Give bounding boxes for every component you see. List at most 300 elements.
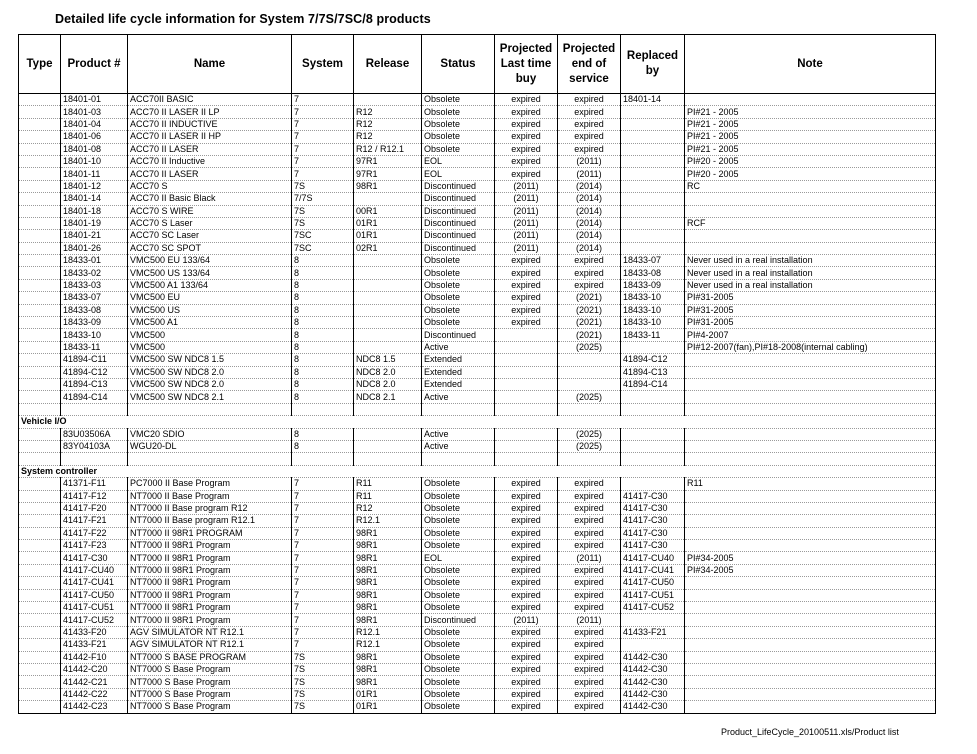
product-number-cell: 18401-11 [61,168,128,180]
type-cell [19,663,61,675]
type-cell [19,602,61,614]
release-cell: NDC8 1.5 [354,354,422,366]
type-cell [19,304,61,316]
end-of-service-cell: (2014) [558,205,621,217]
system-cell: 7 [292,527,354,539]
last-time-buy-cell: (2011) [495,193,558,205]
end-of-service-cell: expired [558,651,621,663]
table-row [19,651,936,663]
type-cell [19,242,61,254]
replaced-by-cell [621,453,685,465]
table-row [19,502,936,514]
table-row [19,354,936,366]
section-label: System controller [19,465,128,477]
system-cell: 7SC [292,230,354,242]
note-cell: PI#31-2005 [685,304,936,316]
status-cell: Obsolete [422,267,495,279]
product-number-cell: 18433-10 [61,329,128,341]
table-row [19,626,936,638]
type-cell [19,366,61,378]
note-cell: PI#34-2005 [685,552,936,564]
name-cell: ACC70 SC SPOT [128,242,292,254]
system-cell: 7 [292,602,354,614]
system-cell: 8 [292,391,354,403]
table-row [19,378,936,390]
end-of-service-cell [558,366,621,378]
note-cell: RCF [685,217,936,229]
end-of-service-cell: expired [558,515,621,527]
name-cell: ACC70 II LASER II HP [128,131,292,143]
release-cell: NDC8 2.1 [354,391,422,403]
name-cell: VMC500 [128,329,292,341]
footer-filename: Product_LifeCycle_20100511.xls/Product list [721,727,899,737]
end-of-service-cell: (2014) [558,193,621,205]
product-number-cell: 41417-F23 [61,540,128,552]
replaced-by-cell: 41442-C30 [621,651,685,663]
end-of-service-cell: (2011) [558,155,621,167]
system-cell: 7 [292,143,354,155]
system-cell: 8 [292,304,354,316]
table-row [19,391,936,403]
table-row [19,155,936,167]
status-cell: Obsolete [422,602,495,614]
name-cell: NT7000 II 98R1 Program [128,552,292,564]
status-cell: Extended [422,354,495,366]
product-number-cell: 41442-C22 [61,688,128,700]
release-cell: 01R1 [354,688,422,700]
last-time-buy-cell: expired [495,106,558,118]
replaced-by-cell [621,118,685,130]
status-cell [422,453,495,465]
status-cell: Discontinued [422,205,495,217]
type-cell [19,639,61,651]
end-of-service-cell: expired [558,118,621,130]
last-time-buy-cell: expired [495,131,558,143]
last-time-buy-cell [495,378,558,390]
last-time-buy-cell: expired [495,552,558,564]
note-cell [685,193,936,205]
replaced-by-cell: 41442-C30 [621,688,685,700]
type-cell [19,614,61,626]
release-cell: 98R1 [354,180,422,192]
end-of-service-cell: expired [558,478,621,490]
note-cell: PI#31-2005 [685,317,936,329]
type-cell [19,701,61,713]
product-number-cell: 41417-CU51 [61,602,128,614]
last-time-buy-cell: expired [495,577,558,589]
end-of-service-cell: (2011) [558,168,621,180]
status-cell: Obsolete [422,279,495,291]
status-cell: Obsolete [422,663,495,675]
note-cell [685,94,936,106]
last-time-buy-cell: expired [495,527,558,539]
name-cell: NT7000 II 98R1 Program [128,614,292,626]
last-time-buy-cell [495,354,558,366]
replaced-by-cell: 41442-C30 [621,701,685,713]
table-row [19,267,936,279]
table-row [19,279,936,291]
note-cell [685,515,936,527]
replaced-by-cell: 18433-08 [621,267,685,279]
table-row [19,552,936,564]
product-number-cell: 41894-C12 [61,366,128,378]
replaced-by-cell [621,168,685,180]
release-cell: R12 / R12.1 [354,143,422,155]
table-row [19,527,936,539]
last-time-buy-cell [495,453,558,465]
type-cell [19,676,61,688]
end-of-service-cell: expired [558,663,621,675]
type-cell [19,378,61,390]
replaced-by-cell [621,614,685,626]
type-cell [19,193,61,205]
replaced-by-cell [621,478,685,490]
note-cell: PI#21 - 2005 [685,118,936,130]
table-row [19,577,936,589]
status-cell: Obsolete [422,292,495,304]
note-cell [685,354,936,366]
end-of-service-cell: (2021) [558,292,621,304]
release-cell: 97R1 [354,168,422,180]
replaced-by-cell [621,242,685,254]
name-cell: NT7000 II Base program R12 [128,502,292,514]
last-time-buy-cell: expired [495,143,558,155]
replaced-by-cell: 41417-C30 [621,502,685,514]
system-cell: 8 [292,440,354,452]
table-row [19,639,936,651]
product-number-cell: 18401-08 [61,143,128,155]
table-row [19,453,936,465]
type-cell [19,180,61,192]
system-cell: 7S [292,663,354,675]
name-cell: VMC500 US [128,304,292,316]
lifecycle-table-wrapper [18,34,936,714]
last-time-buy-cell: expired [495,589,558,601]
replaced-by-cell: 41417-CU40 [621,552,685,564]
name-cell: VMC500 A1 [128,317,292,329]
replaced-by-cell: 18433-10 [621,304,685,316]
name-cell: ACC70 II INDUCTIVE [128,118,292,130]
replaced-by-cell: 41417-CU50 [621,577,685,589]
table-row [19,217,936,229]
release-cell: R12.1 [354,639,422,651]
release-cell: 98R1 [354,663,422,675]
system-cell: 7 [292,502,354,514]
table-row [19,193,936,205]
last-time-buy-cell [495,366,558,378]
status-cell: Extended [422,366,495,378]
product-number-cell [61,453,128,465]
note-cell [685,701,936,713]
table-row [19,515,936,527]
table-row [19,701,936,713]
end-of-service-cell: expired [558,540,621,552]
note-cell: PI#31-2005 [685,292,936,304]
note-cell: PI#34-2005 [685,564,936,576]
product-number-cell: 41371-F11 [61,478,128,490]
type-cell [19,651,61,663]
release-cell: 98R1 [354,577,422,589]
replaced-by-cell: 41894-C13 [621,366,685,378]
product-number-cell: 18401-18 [61,205,128,217]
name-cell: NT7000 II 98R1 Program [128,564,292,576]
name-cell: VMC500 SW NDC8 2.1 [128,391,292,403]
type-cell [19,490,61,502]
note-cell [685,651,936,663]
note-cell: PI#21 - 2005 [685,131,936,143]
note-cell [685,366,936,378]
name-cell: NT7000 II Base program R12.1 [128,515,292,527]
system-cell: 7 [292,94,354,106]
section-fill [128,416,936,428]
last-time-buy-cell: (2011) [495,217,558,229]
system-cell: 7 [292,614,354,626]
type-cell [19,478,61,490]
status-cell: Active [422,391,495,403]
release-cell: R12 [354,118,422,130]
note-cell [685,602,936,614]
last-time-buy-cell: expired [495,267,558,279]
replaced-by-cell: 41417-C30 [621,515,685,527]
replaced-by-cell [621,106,685,118]
header-type: Type [19,35,61,94]
end-of-service-cell: (2011) [558,614,621,626]
release-cell: 01R1 [354,217,422,229]
system-cell: 8 [292,267,354,279]
status-cell: Discontinued [422,180,495,192]
system-cell: 8 [292,279,354,291]
status-cell: Active [422,440,495,452]
status-cell: Obsolete [422,651,495,663]
name-cell: NT7000 S Base Program [128,688,292,700]
product-number-cell: 41417-CU50 [61,589,128,601]
type-cell [19,688,61,700]
system-cell [292,453,354,465]
name-cell: NT7000 S BASE PROGRAM [128,651,292,663]
product-number-cell: 83U03506A [61,428,128,440]
status-cell: Discontinued [422,614,495,626]
release-cell: NDC8 2.0 [354,366,422,378]
status-cell: Obsolete [422,515,495,527]
name-cell: ACC70 II LASER [128,168,292,180]
last-time-buy-cell: expired [495,540,558,552]
table-row [19,403,936,415]
type-cell [19,564,61,576]
end-of-service-cell: (2014) [558,242,621,254]
product-number-cell: 18401-26 [61,242,128,254]
last-time-buy-cell: expired [495,168,558,180]
end-of-service-cell: (2025) [558,391,621,403]
product-number-cell: 41417-F12 [61,490,128,502]
product-number-cell: 41417-C30 [61,552,128,564]
name-cell: PC7000 II Base Program [128,478,292,490]
product-number-cell [61,403,128,415]
product-number-cell: 41417-CU41 [61,577,128,589]
type-cell [19,403,61,415]
release-cell: 98R1 [354,589,422,601]
status-cell: Obsolete [422,118,495,130]
product-number-cell: 41894-C14 [61,391,128,403]
system-cell: 7 [292,155,354,167]
note-cell [685,527,936,539]
product-number-cell: 41433-F20 [61,626,128,638]
name-cell: NT7000 S Base Program [128,701,292,713]
system-cell: 8 [292,341,354,353]
end-of-service-cell: (2014) [558,180,621,192]
replaced-by-cell [621,391,685,403]
last-time-buy-cell: expired [495,118,558,130]
replaced-by-cell: 18433-09 [621,279,685,291]
type-cell [19,168,61,180]
header-end-of-service: Projected end of service [558,35,621,94]
name-cell: AGV SIMULATOR NT R12.1 [128,626,292,638]
replaced-by-cell [621,230,685,242]
type-cell [19,230,61,242]
type-cell [19,143,61,155]
table-row [19,292,936,304]
replaced-by-cell [621,428,685,440]
release-cell: 01R1 [354,230,422,242]
name-cell: ACC70 II Basic Black [128,193,292,205]
end-of-service-cell: expired [558,267,621,279]
status-cell: Obsolete [422,626,495,638]
header-note: Note [685,35,936,94]
release-cell [354,453,422,465]
release-cell [354,329,422,341]
header-name: Name [128,35,292,94]
release-cell: 00R1 [354,205,422,217]
replaced-by-cell [621,217,685,229]
product-number-cell: 18401-06 [61,131,128,143]
system-cell: 8 [292,378,354,390]
last-time-buy-cell [495,329,558,341]
system-cell: 8 [292,329,354,341]
release-cell: R12 [354,106,422,118]
table-row [19,242,936,254]
system-cell: 7 [292,564,354,576]
name-cell: NT7000 II Base Program [128,490,292,502]
table-row [19,94,936,106]
type-cell [19,317,61,329]
product-number-cell: 41433-F21 [61,639,128,651]
last-time-buy-cell: expired [495,304,558,316]
name-cell: ACC70 SC Laser [128,230,292,242]
table-row [19,540,936,552]
system-cell: 7 [292,639,354,651]
status-cell: Obsolete [422,131,495,143]
release-cell: 98R1 [354,676,422,688]
release-cell: 98R1 [354,552,422,564]
replaced-by-cell: 41442-C30 [621,676,685,688]
release-cell: R12 [354,131,422,143]
status-cell: Obsolete [422,94,495,106]
release-cell: R12 [354,502,422,514]
product-number-cell: 18401-03 [61,106,128,118]
system-cell: 7 [292,106,354,118]
note-cell [685,490,936,502]
note-cell: PI#20 - 2005 [685,155,936,167]
table-row [19,564,936,576]
name-cell: WGU20-DL [128,440,292,452]
release-cell: R11 [354,490,422,502]
system-cell: 7 [292,540,354,552]
name-cell: VMC500 SW NDC8 2.0 [128,378,292,390]
note-cell [685,577,936,589]
last-time-buy-cell: expired [495,292,558,304]
system-cell: 7S [292,676,354,688]
replaced-by-cell [621,205,685,217]
table-header-row [19,35,936,94]
system-cell: 7 [292,626,354,638]
type-cell [19,267,61,279]
note-cell: Never used in a real installation [685,255,936,267]
end-of-service-cell: (2021) [558,317,621,329]
end-of-service-cell: expired [558,589,621,601]
replaced-by-cell: 41417-CU41 [621,564,685,576]
last-time-buy-cell: expired [495,155,558,167]
table-row [19,143,936,155]
release-cell [354,304,422,316]
section-row [19,465,936,477]
status-cell: Discontinued [422,242,495,254]
product-number-cell: 18433-11 [61,341,128,353]
table-row [19,329,936,341]
status-cell: Obsolete [422,527,495,539]
last-time-buy-cell: expired [495,478,558,490]
replaced-by-cell: 41417-C30 [621,527,685,539]
status-cell: Obsolete [422,676,495,688]
last-time-buy-cell: expired [495,279,558,291]
release-cell [354,267,422,279]
status-cell: EOL [422,168,495,180]
name-cell: NT7000 II 98R1 Program [128,589,292,601]
status-cell: Obsolete [422,688,495,700]
table-row [19,317,936,329]
release-cell [354,279,422,291]
release-cell [354,403,422,415]
last-time-buy-cell: expired [495,676,558,688]
release-cell: 98R1 [354,602,422,614]
system-cell: 8 [292,354,354,366]
note-cell: PI#12-2007(fan),PI#18-2008(internal cabling) [685,341,936,353]
last-time-buy-cell: expired [495,317,558,329]
replaced-by-cell [621,143,685,155]
table-row [19,168,936,180]
type-cell [19,502,61,514]
end-of-service-cell: (2021) [558,304,621,316]
name-cell: NT7000 II 98R1 Program [128,602,292,614]
end-of-service-cell: (2021) [558,329,621,341]
replaced-by-cell [621,180,685,192]
system-cell: 7 [292,552,354,564]
note-cell [685,676,936,688]
last-time-buy-cell: expired [495,255,558,267]
last-time-buy-cell: (2011) [495,242,558,254]
release-cell: 98R1 [354,564,422,576]
status-cell: Active [422,341,495,353]
replaced-by-cell: 41417-CU52 [621,602,685,614]
name-cell: NT7000 II 98R1 Program [128,540,292,552]
type-cell [19,391,61,403]
status-cell: Obsolete [422,701,495,713]
system-cell: 7 [292,515,354,527]
release-cell [354,317,422,329]
system-cell: 7S [292,217,354,229]
type-cell [19,453,61,465]
name-cell: NT7000 S Base Program [128,663,292,675]
type-cell [19,428,61,440]
name-cell: VMC20 SDIO [128,428,292,440]
